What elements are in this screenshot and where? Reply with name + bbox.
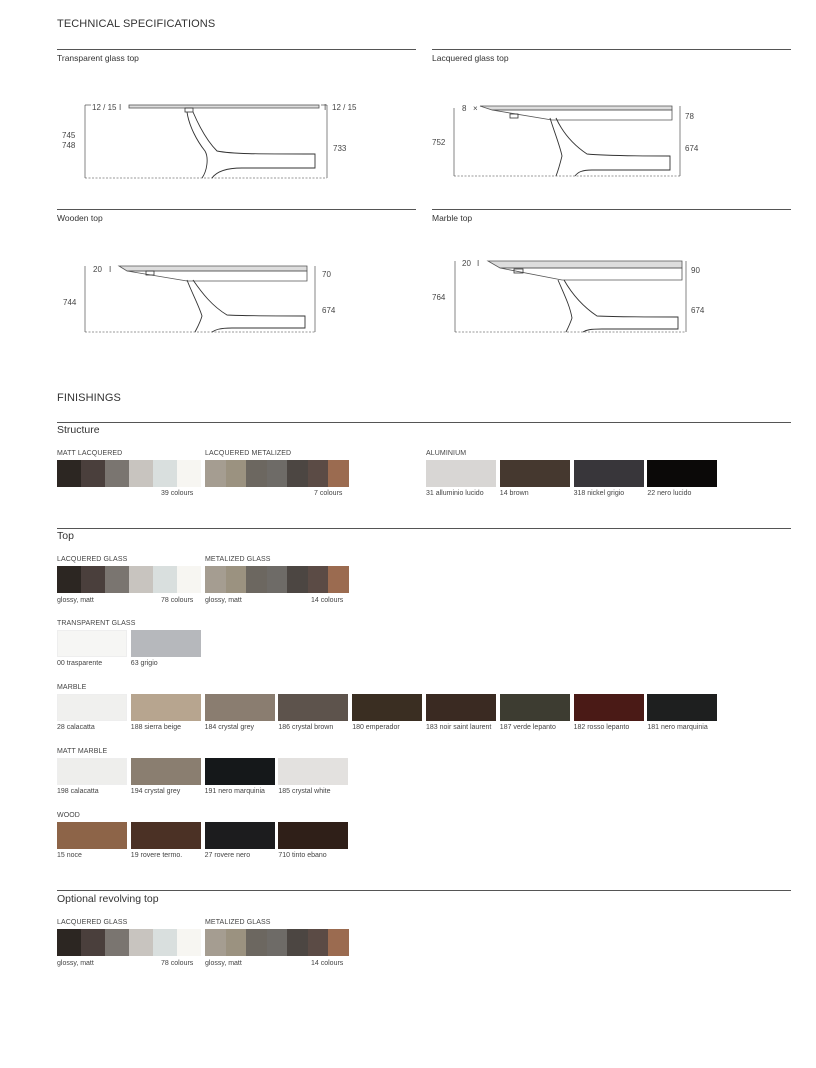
color-swatch[interactable] bbox=[246, 460, 267, 487]
material-tile[interactable] bbox=[131, 758, 201, 785]
dim-top-left: 12 / 15 bbox=[92, 103, 117, 112]
dim-top-left: 20 bbox=[462, 259, 471, 268]
divider bbox=[57, 422, 791, 423]
color-swatch[interactable] bbox=[177, 566, 201, 593]
wood-label: WOOD bbox=[57, 812, 80, 819]
color-swatch[interactable] bbox=[81, 460, 105, 487]
metalized-glass-swatches bbox=[205, 566, 349, 593]
material-name: 182 rosso lepanto bbox=[573, 724, 630, 731]
dim-height-1: 764 bbox=[432, 293, 446, 302]
material-tile[interactable] bbox=[278, 694, 348, 721]
divider bbox=[57, 528, 791, 529]
material-name: 184 crystal grey bbox=[204, 724, 255, 731]
material-name: 187 verde lepanto bbox=[499, 724, 556, 731]
dim-top-right: 90 bbox=[691, 266, 700, 275]
dim-top-right: 70 bbox=[322, 270, 331, 279]
color-swatch[interactable] bbox=[177, 460, 201, 487]
color-swatch[interactable] bbox=[287, 929, 308, 956]
optional-metalized-count: 14 colours bbox=[311, 960, 344, 967]
color-swatch[interactable] bbox=[153, 566, 177, 593]
color-swatch[interactable] bbox=[205, 929, 226, 956]
dim-top-right: 12 / 15 bbox=[332, 103, 357, 112]
diagram-title-lacquered: Lacquered glass top bbox=[432, 53, 509, 63]
material-tile[interactable] bbox=[500, 694, 570, 721]
color-swatch[interactable] bbox=[267, 929, 288, 956]
svg-text:I: I bbox=[109, 265, 112, 274]
material-name: 31 alluminio lucido bbox=[426, 490, 484, 497]
optional-metalized-sub: glossy, matt bbox=[205, 960, 242, 967]
dim-right: 674 bbox=[691, 306, 705, 315]
material-tile[interactable] bbox=[574, 460, 644, 487]
optional-lacquered-sub: glossy, matt bbox=[57, 960, 94, 967]
material-tile[interactable] bbox=[426, 460, 496, 487]
matt-lacquered-count: 39 colours bbox=[161, 490, 194, 497]
lacquered-glass-top-diagram bbox=[432, 96, 732, 186]
diagram-title-wooden: Wooden top bbox=[57, 213, 103, 223]
color-swatch[interactable] bbox=[105, 566, 129, 593]
material-tile[interactable] bbox=[647, 460, 717, 487]
color-swatch[interactable] bbox=[246, 929, 267, 956]
material-name: 19 rovere termo. bbox=[130, 852, 183, 859]
color-swatch[interactable] bbox=[105, 929, 129, 956]
material-name: 183 noir saint laurent bbox=[426, 724, 492, 731]
divider bbox=[57, 209, 416, 210]
color-swatch[interactable] bbox=[57, 929, 81, 956]
material-name: 181 nero marquinia bbox=[647, 724, 708, 731]
color-swatch[interactable] bbox=[205, 460, 226, 487]
diagram-title-marble: Marble top bbox=[432, 213, 473, 223]
optional-metalized-label: METALIZED GLASS bbox=[205, 919, 271, 926]
material-tile[interactable] bbox=[500, 460, 570, 487]
material-tile[interactable] bbox=[57, 694, 127, 721]
svg-text:I: I bbox=[324, 103, 327, 112]
divider bbox=[57, 49, 416, 50]
color-swatch[interactable] bbox=[81, 929, 105, 956]
color-swatch[interactable] bbox=[205, 566, 226, 593]
material-tile[interactable] bbox=[131, 822, 201, 849]
dim-right: 733 bbox=[333, 144, 347, 153]
color-swatch[interactable] bbox=[129, 460, 153, 487]
matt-marble-label: MATT MARBLE bbox=[57, 748, 108, 755]
dim-right: 674 bbox=[685, 144, 699, 153]
metalized-glass-label: METALIZED GLASS bbox=[205, 556, 271, 563]
material-name: 198 calacatta bbox=[57, 788, 99, 795]
color-swatch[interactable] bbox=[153, 929, 177, 956]
material-name: 186 crystal brown bbox=[278, 724, 334, 731]
color-swatch[interactable] bbox=[246, 566, 267, 593]
color-swatch[interactable] bbox=[287, 460, 308, 487]
dim-top-right: 78 bbox=[685, 112, 694, 121]
material-tile[interactable] bbox=[205, 694, 275, 721]
material-tile[interactable] bbox=[131, 630, 201, 657]
matt-lacquered-swatches bbox=[57, 460, 201, 487]
color-swatch[interactable] bbox=[267, 566, 288, 593]
color-swatch[interactable] bbox=[153, 460, 177, 487]
color-swatch[interactable] bbox=[308, 460, 329, 487]
material-tile[interactable] bbox=[57, 630, 127, 657]
color-swatch[interactable] bbox=[226, 566, 247, 593]
optional-lacquered-label: LACQUERED GLASS bbox=[57, 919, 128, 926]
material-name: 00 trasparente bbox=[57, 660, 103, 667]
color-swatch[interactable] bbox=[177, 929, 201, 956]
material-name: 194 crystal grey bbox=[130, 788, 181, 795]
material-tile[interactable] bbox=[647, 694, 717, 721]
material-name: 185 crystal white bbox=[278, 788, 331, 795]
dim-height-1: 752 bbox=[432, 138, 446, 147]
material-tile[interactable] bbox=[278, 822, 348, 849]
material-tile[interactable] bbox=[131, 694, 201, 721]
dim-top-left: 8 bbox=[462, 104, 467, 113]
material-name: 191 nero marquinia bbox=[204, 788, 265, 795]
material-name: 180 emperador bbox=[352, 724, 400, 731]
dim-right: 674 bbox=[322, 306, 336, 315]
dim-top-left: 20 bbox=[93, 265, 102, 274]
svg-text:I: I bbox=[477, 259, 480, 268]
aluminium-label: ALUMINIUM bbox=[426, 450, 467, 457]
divider bbox=[432, 49, 791, 50]
color-swatch[interactable] bbox=[226, 460, 247, 487]
wooden-top-diagram bbox=[57, 258, 357, 338]
color-swatch[interactable] bbox=[105, 460, 129, 487]
divider bbox=[57, 890, 791, 891]
optional-lacquered-count: 78 colours bbox=[161, 960, 194, 967]
color-swatch[interactable] bbox=[129, 929, 153, 956]
optional-metalized-swatches bbox=[205, 929, 349, 956]
color-swatch[interactable] bbox=[328, 460, 349, 487]
lacquered-glass-label: LACQUERED GLASS bbox=[57, 556, 128, 563]
material-name: 28 calacatta bbox=[57, 724, 95, 731]
color-swatch[interactable] bbox=[287, 566, 308, 593]
material-tile[interactable] bbox=[57, 822, 127, 849]
finishings-title: FINISHINGS bbox=[57, 392, 121, 404]
lacquered-metalized-swatches bbox=[205, 460, 349, 487]
lacquered-glass-sub: glossy, matt bbox=[57, 597, 94, 604]
dim-height-1: 744 bbox=[63, 298, 77, 307]
material-tile[interactable] bbox=[426, 694, 496, 721]
optional-lacquered-swatches bbox=[57, 929, 201, 956]
svg-text:×: × bbox=[473, 104, 478, 113]
svg-text:I: I bbox=[119, 103, 122, 112]
dim-height-1: 745 bbox=[62, 131, 76, 140]
marble-label: MARBLE bbox=[57, 684, 87, 691]
transparent-glass-label: TRANSPARENT GLASS bbox=[57, 620, 136, 627]
lacquered-metalized-count: 7 colours bbox=[314, 490, 343, 497]
color-swatch[interactable] bbox=[328, 566, 349, 593]
material-tile[interactable] bbox=[205, 758, 275, 785]
structure-title: Structure bbox=[57, 424, 100, 436]
optional-title: Optional revolving top bbox=[57, 893, 159, 905]
top-title: Top bbox=[57, 530, 74, 542]
material-tile[interactable] bbox=[574, 694, 644, 721]
material-name: 188 sierra beige bbox=[130, 724, 181, 731]
dim-height-2: 748 bbox=[62, 141, 76, 150]
matt-lacquered-label: MATT LACQUERED bbox=[57, 450, 123, 457]
divider bbox=[432, 209, 791, 210]
transparent-glass-top-diagram bbox=[57, 96, 357, 186]
material-tile[interactable] bbox=[352, 694, 422, 721]
lacquered-glass-swatches bbox=[57, 566, 201, 593]
lacquered-metalized-label: LACQUERED METALIZED bbox=[205, 450, 292, 457]
metalized-glass-sub: glossy, matt bbox=[205, 597, 242, 604]
color-swatch[interactable] bbox=[226, 929, 247, 956]
lacquered-glass-count: 78 colours bbox=[161, 597, 194, 604]
material-name: 14 brown bbox=[499, 490, 529, 497]
color-swatch[interactable] bbox=[81, 566, 105, 593]
color-swatch[interactable] bbox=[328, 929, 349, 956]
color-swatch[interactable] bbox=[129, 566, 153, 593]
material-tile[interactable] bbox=[278, 758, 348, 785]
color-swatch[interactable] bbox=[267, 460, 288, 487]
material-name: 27 rovere nero bbox=[204, 852, 251, 859]
color-swatch[interactable] bbox=[308, 566, 329, 593]
color-swatch[interactable] bbox=[57, 460, 81, 487]
tech-specs-title: TECHNICAL SPECIFICATIONS bbox=[57, 18, 216, 30]
material-tile[interactable] bbox=[205, 822, 275, 849]
diagram-title-transparent: Transparent glass top bbox=[57, 53, 139, 63]
material-name: 710 tinto ebano bbox=[278, 852, 327, 859]
color-swatch[interactable] bbox=[57, 566, 81, 593]
material-tile[interactable] bbox=[57, 758, 127, 785]
material-name: 22 nero lucido bbox=[647, 490, 692, 497]
color-swatch[interactable] bbox=[308, 929, 329, 956]
material-name: 15 noce bbox=[57, 852, 82, 859]
material-name: 63 grigio bbox=[130, 660, 158, 667]
material-name: 318 nickel grigio bbox=[573, 490, 625, 497]
metalized-glass-count: 14 colours bbox=[311, 597, 344, 604]
marble-top-diagram bbox=[432, 256, 732, 338]
